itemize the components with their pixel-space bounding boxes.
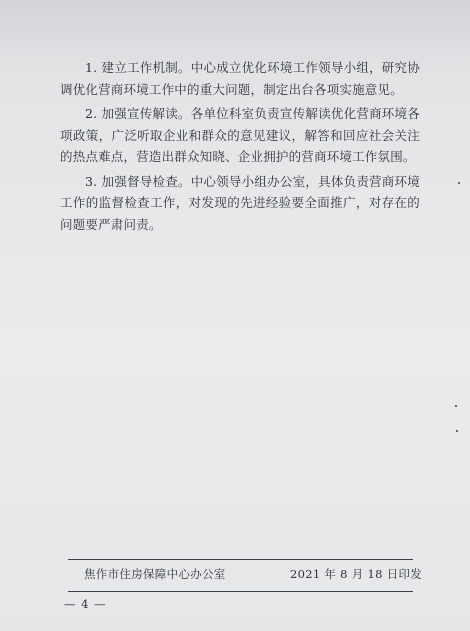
footer-issuer: 焦作市住房保障中心办公室 xyxy=(84,567,226,581)
scan-speck xyxy=(456,430,458,432)
page-number: — 4 — xyxy=(64,597,107,611)
paragraph-supervision: 3. 加强督导检查。中心领导小组办公室，具体负责营商环境工作的监督检查工作，对发现的先进经验要全面推广，对存在的问题要严肃问责。 xyxy=(60,173,420,232)
footer-top-rule xyxy=(68,559,413,560)
document-body xyxy=(60,57,420,238)
footer-issue-date: 2021 年 8 月 18 日印发 xyxy=(290,567,423,581)
footer-bottom-rule xyxy=(68,591,413,592)
scan-speck xyxy=(458,182,460,184)
paragraph-publicity: 2. 加强宣传解读。各单位科室负责宣传解读优化营商环境各项政策，广泛听取企业和群众的意见建议，解答和回应社会关注的热点难点，营造出群众知晓、企业拥护的营商环境工作氛围。 xyxy=(60,106,420,164)
paragraph-work-mechanism: 1. 建立工作机制。中心成立优化环境工作领导小组，研究协调优化营商环境工作中的重大问题，制定出台各项实施意见。 xyxy=(60,60,420,97)
scan-speck xyxy=(455,405,457,407)
